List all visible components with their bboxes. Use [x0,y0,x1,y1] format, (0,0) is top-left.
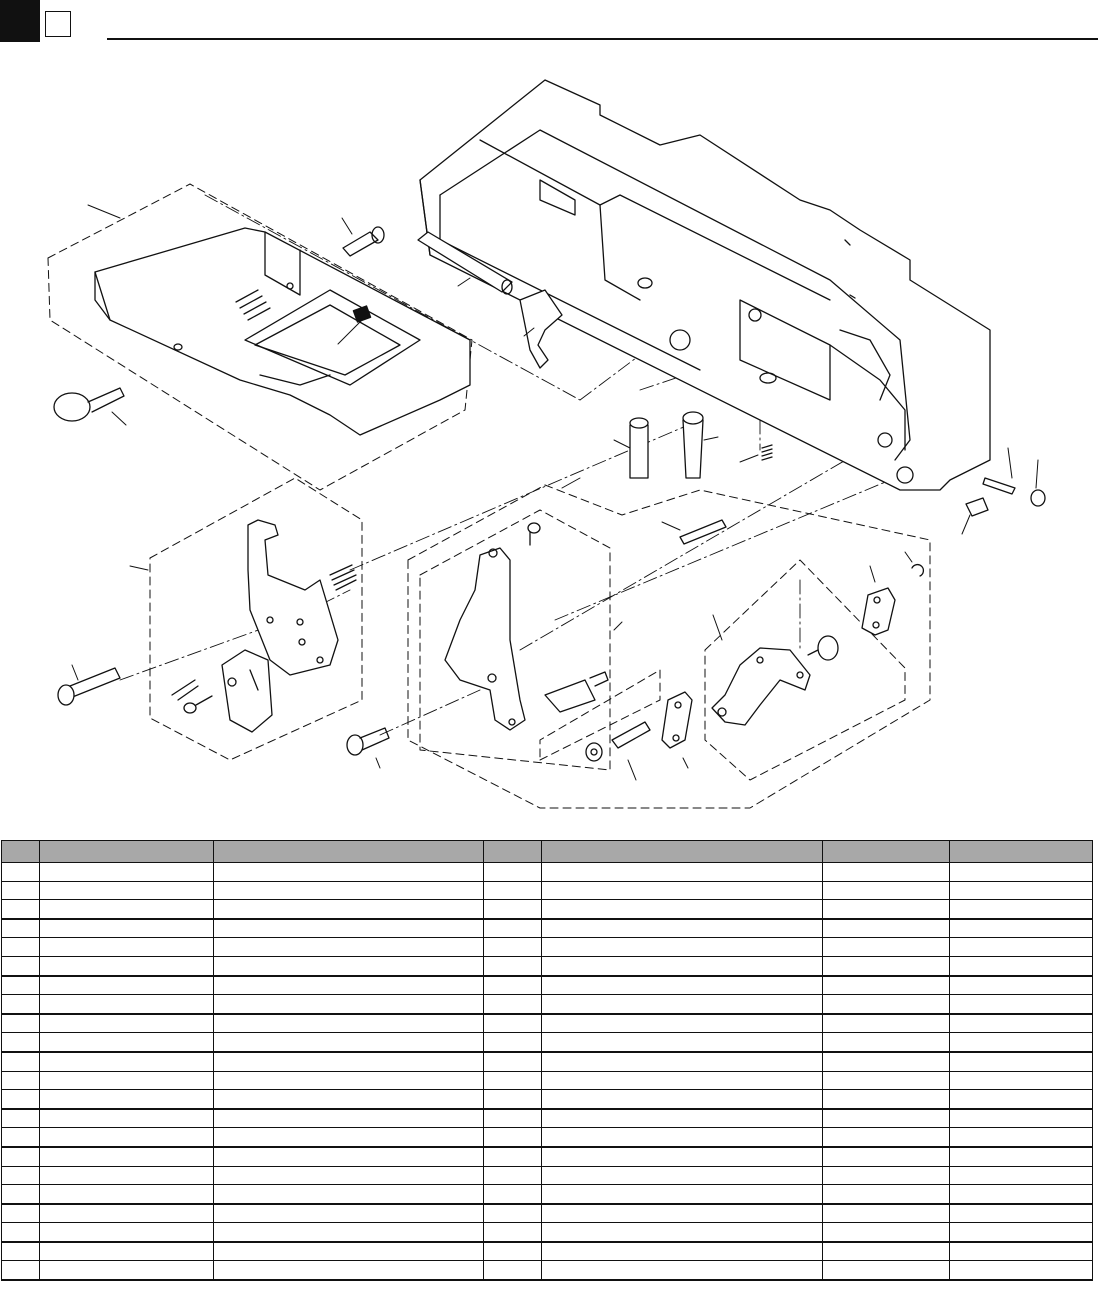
table-cell [542,956,823,975]
bottom-long-screw [347,728,389,755]
table-cell [214,976,484,995]
table-cell [40,1014,214,1033]
table-cell [950,1128,1093,1147]
parts-table [1,840,1093,1281]
table-row [2,1223,1093,1242]
guide-pin-right [683,412,703,478]
col-part-no [40,841,214,863]
table-cell [2,1147,40,1166]
table-row [2,1147,1093,1166]
table-cell [214,1033,484,1052]
table-cell [950,1261,1093,1280]
table-cell [214,938,484,957]
table-cell [542,1071,823,1090]
table-cell [214,919,484,938]
table-cell [542,938,823,957]
table-cell [823,1014,950,1033]
table-cell [2,976,40,995]
table-row [2,900,1093,919]
table-cell [542,1185,823,1204]
table-cell [2,995,40,1014]
table-row [2,995,1093,1014]
right-roller [808,636,838,660]
table-cell [823,863,950,882]
table-cell [484,995,542,1014]
table-cell [950,1166,1093,1185]
table-cell [2,1204,40,1223]
small-spring-mid [762,445,772,460]
table-cell [542,1261,823,1280]
table-cell [823,956,950,975]
table-cell [950,1242,1093,1261]
guide-pin-left [630,418,648,478]
right-link [862,588,895,635]
left-long-screw [58,668,120,705]
table-cell [214,1223,484,1242]
table-cell [40,1147,214,1166]
table-cell [2,1109,40,1128]
table-cell [214,1109,484,1128]
table-row [2,938,1093,957]
table-cell [950,976,1093,995]
table-cell [40,863,214,882]
e-ring [912,565,923,576]
table-row [2,976,1093,995]
table-cell [950,1185,1093,1204]
table-cell [950,919,1093,938]
table-cell [542,1014,823,1033]
table-cell [484,1147,542,1166]
table-cell [2,1014,40,1033]
table-cell [823,1147,950,1166]
table-cell [542,900,823,919]
table-cell [823,1261,950,1280]
table-cell [40,1185,214,1204]
table-cell [542,1223,823,1242]
header-outline-box [45,11,71,37]
table-cell [823,938,950,957]
table-cell [823,976,950,995]
left-link-plate [248,520,338,675]
table-cell [40,1109,214,1128]
col-description-2 [542,841,823,863]
table-cell [40,1128,214,1147]
table-cell [542,863,823,882]
table-cell [823,1052,950,1071]
table-cell [214,995,484,1014]
table-cell [214,1071,484,1090]
table-cell [823,995,950,1014]
table-cell [40,1242,214,1261]
table-cell [542,1128,823,1147]
table-cell [484,1033,542,1052]
table-cell [2,938,40,957]
table-cell [214,1204,484,1223]
table-cell [40,995,214,1014]
table-cell [2,919,40,938]
table-cell [484,1242,542,1261]
table-cell [2,1223,40,1242]
table-cell [40,1261,214,1280]
table-row [2,1185,1093,1204]
table-row [2,863,1093,882]
table-cell [484,863,542,882]
table-cell [823,881,950,900]
table-cell [823,1109,950,1128]
thumb-screw [54,388,124,421]
table-row [2,1166,1093,1185]
table-cell [823,1033,950,1052]
header-rule [107,38,1098,40]
table-cell [484,1185,542,1204]
table-cell [484,976,542,995]
right-setscrew [966,498,988,516]
table-cell [214,900,484,919]
table-cell [542,1033,823,1052]
table-cell [950,995,1093,1014]
col-ref-no [2,841,40,863]
table-cell [2,900,40,919]
table-row [2,1033,1093,1052]
table-cell [40,1090,214,1109]
right-pin [983,478,1045,506]
table-cell [542,976,823,995]
table-cell [950,1204,1093,1223]
table-cell [484,881,542,900]
table-cell [542,919,823,938]
table-cell [40,1204,214,1223]
table-cell [542,1242,823,1261]
table-cell [2,1242,40,1261]
table-cell [214,1185,484,1204]
table-cell [542,1204,823,1223]
table-cell [542,1090,823,1109]
table-cell [214,1166,484,1185]
table-cell [484,1071,542,1090]
center-top-screw [528,523,540,545]
table-row [2,881,1093,900]
table-cell [484,1166,542,1185]
table-row [2,1242,1093,1261]
table-cell [214,1090,484,1109]
table-cell [542,995,823,1014]
right-bracket [712,648,810,725]
table-row [2,1128,1093,1147]
table-cell [40,1223,214,1242]
table-cell [950,881,1093,900]
table-cell [823,1090,950,1109]
table-cell [950,1052,1093,1071]
table-cell [823,900,950,919]
table-cell [950,1071,1093,1090]
table-row [2,919,1093,938]
table-cell [542,881,823,900]
table-cell [542,1166,823,1185]
table-cell [542,1147,823,1166]
table-cell [823,1242,950,1261]
table-cell [950,900,1093,919]
table-row [2,1090,1093,1109]
table-cell [2,1185,40,1204]
table-row [2,1204,1093,1223]
table-cell [40,1166,214,1185]
table-cell [40,956,214,975]
table-cell [2,1128,40,1147]
table-cell [950,1090,1093,1109]
table-cell [950,1223,1093,1242]
center-link-plate [445,548,525,730]
table-cell [2,1033,40,1052]
table-cell [2,956,40,975]
table-cell [2,1166,40,1185]
table-cell [484,1109,542,1128]
table-cell [484,1128,542,1147]
col-description [214,841,484,863]
table-cell [214,881,484,900]
table-cell [823,1204,950,1223]
table-cell [214,1014,484,1033]
col-notes [950,841,1093,863]
table-cell [214,1128,484,1147]
table-row [2,1052,1093,1071]
table-cell [484,919,542,938]
col-remarks [823,841,950,863]
table-cell [484,938,542,957]
header-black-block [0,0,40,42]
table-cell [484,1090,542,1109]
table-row [2,956,1093,975]
table-cell [484,1223,542,1242]
exploded-parts-diagram [0,60,1098,820]
table-cell [214,863,484,882]
table-cell [40,1071,214,1090]
table-row [2,1109,1093,1128]
small-stud [612,722,650,748]
table-cell [40,900,214,919]
table-cell [40,919,214,938]
small-link [662,692,692,748]
table-cell [823,1223,950,1242]
table-cell [2,1261,40,1280]
table-row [2,1071,1093,1090]
cover-pin [343,227,384,256]
table-cell [484,1052,542,1071]
col-qty [484,841,542,863]
table-cell [2,881,40,900]
table-cell [214,1261,484,1280]
table-cell [950,863,1093,882]
table-cell [40,881,214,900]
table-row [2,1014,1093,1033]
left-small-screws [172,680,212,713]
table-cell [214,1147,484,1166]
table-cell [214,956,484,975]
table-cell [214,1242,484,1261]
table-cell [40,976,214,995]
table-cell [542,1109,823,1128]
table-cell [542,1052,823,1071]
table-cell [950,1109,1093,1128]
cover-plate [95,228,470,435]
table-cell [950,956,1093,975]
table-cell [40,1052,214,1071]
table-cell [823,1166,950,1185]
left-cam-disc [222,650,272,732]
table-cell [950,1014,1093,1033]
table-cell [950,938,1093,957]
table-cell [823,1185,950,1204]
long-pin-mid [680,520,726,544]
table-cell [484,1014,542,1033]
table-cell [2,1071,40,1090]
table-cell [40,1033,214,1052]
table-cell [823,1071,950,1090]
table-cell [950,1033,1093,1052]
table-cell [2,863,40,882]
table-cell [484,1204,542,1223]
table-cell [823,1128,950,1147]
table-cell [484,1261,542,1280]
table-cell [2,1090,40,1109]
table-cell [484,900,542,919]
table-row [2,1261,1093,1280]
table-cell [2,1052,40,1071]
table-header-row [2,841,1093,863]
table-cell [40,938,214,957]
table-cell [823,919,950,938]
table-cell [214,1052,484,1071]
washer [586,743,602,761]
table-cell [950,1147,1093,1166]
table-cell [484,956,542,975]
